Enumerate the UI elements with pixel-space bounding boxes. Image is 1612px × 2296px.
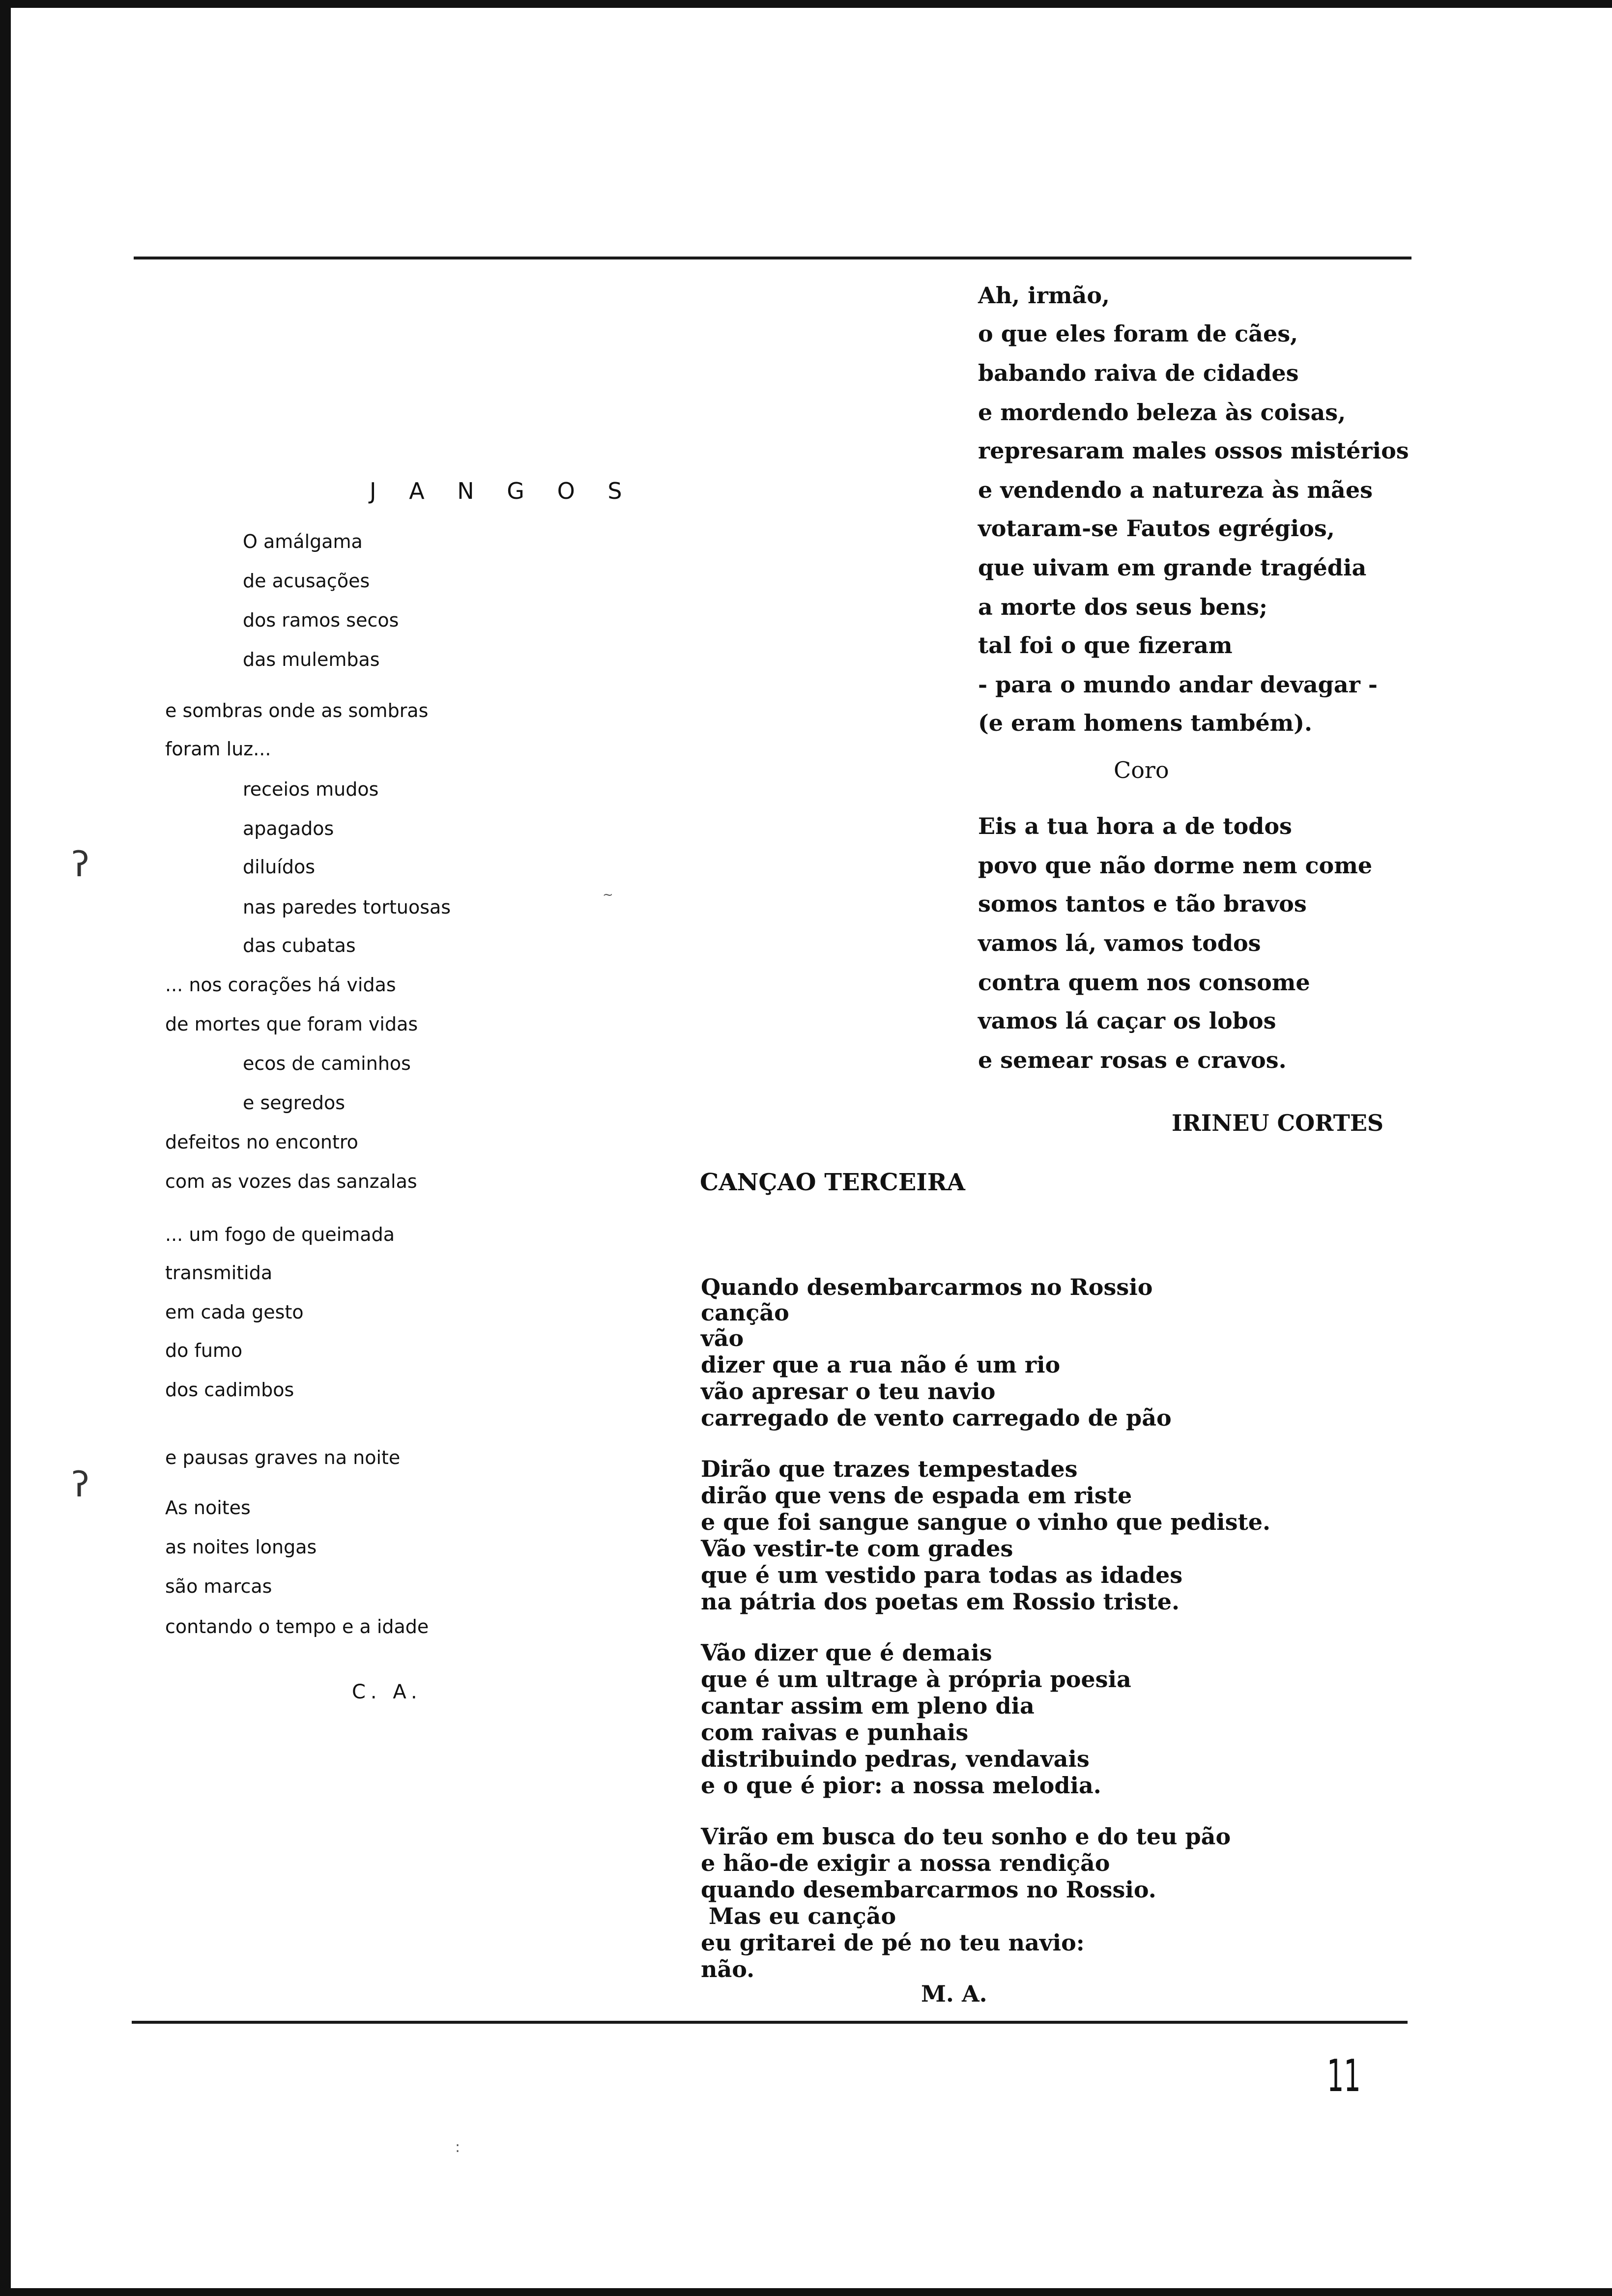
poem-line: Dirão que trazes tempestades [701, 1456, 1078, 1482]
page-number: 11 [1327, 2050, 1361, 2102]
poem-line: Vão dizer que é demais [701, 1639, 992, 1666]
poem-line: quando desembarcarmos no Rossio. [701, 1876, 1156, 1903]
cancao-title: CANÇAO TERCEIRA [700, 1169, 965, 1196]
poem-line: - para o mundo andar devagar - [978, 671, 1378, 698]
poem-line: de acusações [243, 570, 370, 592]
poem-line: que é um vestido para todas as idades [701, 1562, 1183, 1588]
poem-line: distribuindo pedras, vendavais [701, 1746, 1090, 1772]
poem-line: dos cadimbos [165, 1379, 294, 1401]
poem-line: Ah, irmão, [978, 282, 1110, 309]
poem-line: contando o tempo e a idade [165, 1616, 429, 1637]
poem-line: dizer que a rua não é um rio [701, 1351, 1061, 1378]
poem-line: votaram-se Fautos egrégios, [978, 515, 1335, 542]
poem-line: As noites [165, 1497, 251, 1519]
poem-line: (e eram homens também). [978, 710, 1313, 736]
margin-mark-icon: ʔ [72, 844, 89, 885]
jangos-signature: C. A. [352, 1681, 422, 1703]
irineu-author: IRINEU CORTES [1172, 1110, 1384, 1136]
poem-line: e mordendo beleza às coisas, [978, 399, 1346, 426]
page-border-top [0, 0, 1612, 8]
poem-line: com as vozes das sanzalas [165, 1171, 417, 1192]
poem-line: são marcas [165, 1576, 272, 1597]
poem-line: dos ramos secos [243, 609, 399, 631]
poem-line: a morte dos seus bens; [978, 594, 1267, 620]
poem-line: de mortes que foram vidas [165, 1013, 418, 1035]
poem-line: dirão que vens de espada em riste [701, 1482, 1132, 1509]
poem-line: transmitida [165, 1262, 273, 1284]
poem-line: represaram males ossos mistérios [978, 437, 1409, 464]
poem-line: e pausas graves na noite [165, 1447, 401, 1468]
poem-line: e o que é pior: a nossa melodia. [701, 1772, 1101, 1799]
cancao-signature: M. A. [921, 1980, 987, 2007]
poem-line: vamos lá caçar os lobos [978, 1007, 1276, 1034]
poem-line: receios mudos [243, 778, 379, 800]
poem-line: com raivas e punhais [701, 1719, 969, 1746]
margin-mark-icon: ʔ [72, 1464, 89, 1505]
poem-line: e sombras onde as sombras [165, 700, 429, 721]
scan-speck-icon: ~ [603, 888, 613, 902]
poem-line: e segredos [243, 1092, 345, 1114]
poem-line: Eis a tua hora a de todos [978, 813, 1292, 839]
poem-line: eu gritarei de pé no teu navio: [701, 1929, 1085, 1956]
poem-line: o que eles foram de cães, [978, 320, 1298, 347]
poem-line: vão apresar o teu navio [701, 1378, 996, 1405]
page-border-bottom [0, 2288, 1612, 2296]
scan-speck-icon: : [455, 2139, 461, 2156]
poem-line: O amálgama [243, 531, 363, 552]
top-rule [134, 257, 1411, 259]
poem-line: Mas eu canção [701, 1903, 896, 1929]
poem-line: e hão-de exigir a nossa rendição [701, 1850, 1110, 1876]
poem-line: ecos de caminhos [243, 1053, 411, 1074]
poem-line: em cada gesto [165, 1301, 304, 1323]
poem-line: e vendendo a natureza às mães [978, 477, 1373, 503]
poem-line: cantar assim em pleno dia [701, 1693, 1035, 1719]
poem-line: não. [701, 1956, 755, 1982]
poem-line: ... nos corações há vidas [165, 974, 396, 996]
poem-line: as noites longas [165, 1536, 317, 1558]
poem-line: Quando desembarcarmos no Rossio [701, 1274, 1153, 1300]
page-border-left [0, 0, 11, 2296]
poem-line: diluídos [243, 856, 316, 878]
poem-line: na pátria dos poetas em Rossio triste. [701, 1588, 1180, 1615]
poem-line: apagados [243, 818, 334, 839]
bottom-rule [132, 2021, 1408, 2024]
poem-line: foram luz... [165, 738, 271, 760]
poem-line: nas paredes tortuosas [243, 896, 451, 918]
poem-line: Vão vestir-te com grades [701, 1535, 1013, 1562]
poem-line: e semear rosas e cravos. [978, 1047, 1287, 1073]
poem-line: das mulembas [243, 649, 380, 670]
poem-line: tal foi o que fizeram [978, 632, 1233, 659]
poem-line: das cubatas [243, 935, 356, 956]
poem-line: contra quem nos consome [978, 969, 1310, 996]
poem-line: povo que não dorme nem come [978, 852, 1373, 879]
poem-line: Virão em busca do teu sonho e do teu pão [701, 1823, 1231, 1850]
poem-line: do fumo [165, 1340, 243, 1361]
jangos-title: J A N G O S [370, 478, 635, 504]
coro-label: Coro [1114, 757, 1169, 783]
poem-line: defeitos no encontro [165, 1131, 358, 1153]
poem-line: babando raiva de cidades [978, 360, 1299, 386]
poem-line: e que foi sangue sangue o vinho que pediste. [701, 1509, 1271, 1535]
poem-line: carregado de vento carregado de pão [701, 1405, 1172, 1431]
poem-line: ... um fogo de queimada [165, 1224, 395, 1245]
poem-line: que é um ultrage à própria poesia [701, 1666, 1131, 1693]
poem-line: que uivam em grande tragédia [978, 554, 1367, 581]
poem-line: somos tantos e tão bravos [978, 890, 1307, 917]
poem-line: vão [701, 1325, 744, 1351]
poem-line: canção [701, 1299, 789, 1326]
poem-line: vamos lá, vamos todos [978, 930, 1261, 956]
